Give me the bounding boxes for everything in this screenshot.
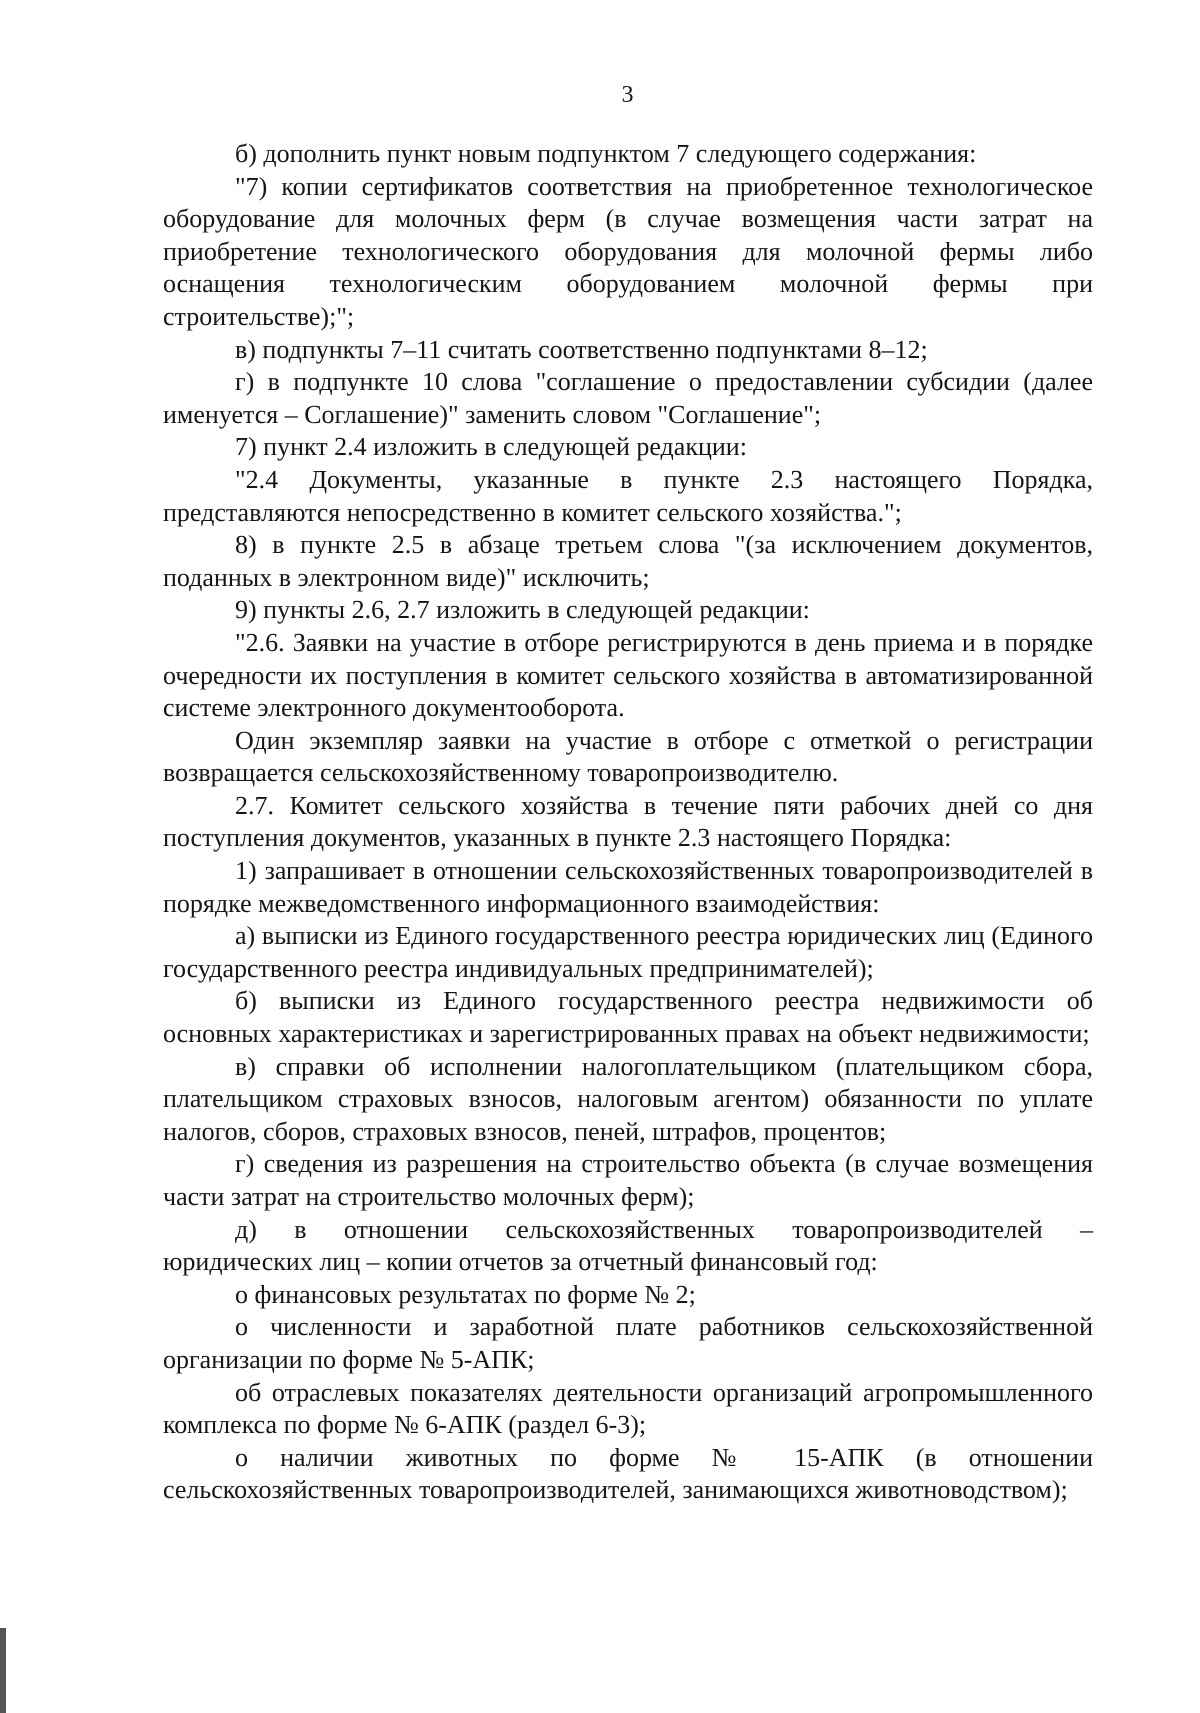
paragraph: г) в подпункте 10 слова "соглашение о предоставлении субсидии (далее именуется – Соглашение)" заменить словом "Соглашение";: [163, 367, 1093, 429]
paragraph: в) справки об исполнении налогоплательщиком (плательщиком сбора, плательщиком страховых взносов, налоговым агентом) обязанности по уплате налогов, сборов, страховых взносов, пеней, штрафов, процентов;: [163, 1051, 1093, 1146]
paragraph: о наличии животных по форме № 15-АПК (в отношении сельскохозяйственных товаропроизводителей, занимающихся животноводством);: [163, 1442, 1093, 1505]
paragraph: б) выписки из Единого государственного реестра недвижимости об основных характеристиках и зарегистрированных правах на объект недвижимости;: [163, 986, 1093, 1049]
paragraph: в) подпункты 7–11 считать соответственно подпунктами 8–12;: [235, 334, 928, 364]
paragraph: а) выписки из Единого государственного реестра юридических лиц (Единого государственного реестра индивидуальных предпринимателей);: [163, 921, 1093, 983]
paragraph: о финансовых результатах по форме № 2;: [235, 1279, 696, 1309]
paragraph: б) дополнить пункт новым подпунктом 7 следующего содержания:: [235, 139, 977, 168]
paragraph: г) сведения из разрешения на строительство объекта (в случае возмещения части затрат на строительство молочных ферм);: [163, 1149, 1093, 1211]
paragraph: "7) копии сертификатов соответствия на приобретенное технологическое оборудование для молочных ферм (в случае возмещения части затрат на приобретение технологического оборудования для молочной фермы либо оснащения технологическим оборудованием молочной фермы при строительстве);";: [163, 171, 1093, 331]
paragraph: 9) пункты 2.6, 2.7 изложить в следующей редакции:: [235, 595, 810, 625]
paragraph: 8) в пункте 2.5 в абзаце третьем слова "(за исключением документов, поданных в электронном виде)" исключить;: [163, 530, 1093, 592]
paragraph: 2.7. Комитет сельского хозяйства в течение пяти рабочих дней со дня поступления документов, указанных в пункте 2.3 настоящего Порядка:: [163, 790, 1093, 853]
paragraph: Один экземпляр заявки на участие в отборе с отметкой о регистрации возвращается сельскохозяйственному товаропроизводителю.: [163, 725, 1093, 788]
paragraph: о численности и заработной плате работников сельскохозяйственной организации по форме № 5-АПК;: [163, 1312, 1093, 1374]
page-number: 3: [621, 82, 634, 108]
paragraph: 7) пункт 2.4 изложить в следующей редакции:: [235, 432, 747, 462]
paragraph: об отраслевых показателях деятельности организаций агропромышленного комплекса по форме № 6-АПК (раздел 6-3);: [163, 1377, 1093, 1440]
paragraph: 1) запрашивает в отношении сельскохозяйственных товаропроизводителей в порядке межведомственного информационного взаимодействия:: [163, 856, 1093, 918]
document-body: [163, 138, 1093, 1507]
paragraph: "2.4 Документы, указанные в пункте 2.3 настоящего Порядка, представляются непосредственно в комитет сельского хозяйства.";: [163, 464, 1093, 527]
paragraph: д) в отношении сельскохозяйственных товаропроизводителей – юридических лиц – копии отчетов за отчетный финансовый год:: [163, 1214, 1093, 1277]
scan-edge-mark: [0, 1628, 6, 1713]
paragraph: "2.6. Заявки на участие в отборе регистрируются в день приема и в порядке очередности их поступления в комитет сельского хозяйства в автоматизированной системе электронного документооборота.: [163, 627, 1093, 723]
